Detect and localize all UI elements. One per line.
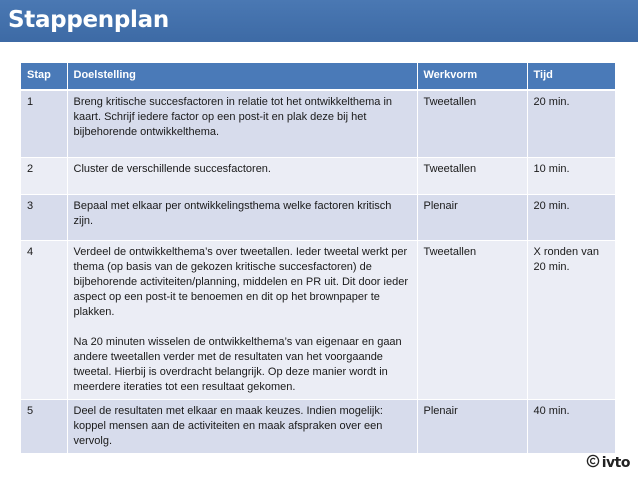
- cell-time: 20 min.: [527, 90, 615, 157]
- cell-goal: [67, 240, 417, 399]
- slide-title: Stappenplan: [8, 7, 169, 33]
- cell-time: X ronden van 20 min.: [527, 240, 615, 399]
- cell-method: Tweetallen: [417, 90, 527, 157]
- goal-paragraph-2: Na 20 minuten wisselen de ontwikkelthema’s van eigenaar en gaan andere tweetallen verder met de resultaten van het voorgaande tweetal. Hierbij is overdracht belangrijk. Op deze manier wordt in meerdere iteraties tot een resultaat gekomen.: [73, 335, 402, 393]
- cell-step: 3: [21, 194, 67, 240]
- table-row: [21, 399, 615, 453]
- goal-paragraph-1: Verdeel de ontwikkelthema’s over tweetallen. Ieder tweetal werkt per thema (op basis van de gekozen kritische succesfactoren) de bijbehorende activiteiten/planning, middelen en PR uit. Dit door ieder aspect op een post-it te benoemen en dit op het brownpaper te plakken.: [73, 245, 408, 318]
- cell-step: 2: [21, 157, 67, 194]
- steps-table: [21, 63, 615, 454]
- cell-goal: Bepaal met elkaar per ontwikkelingsthema welke factoren kritisch zijn.: [67, 194, 417, 240]
- logo-text: ivto: [601, 455, 630, 471]
- table-header-row: [21, 63, 615, 90]
- table-row: [21, 90, 615, 157]
- cell-step: 1: [21, 90, 67, 157]
- table-row: [21, 194, 615, 240]
- header-goal: Doelstelling: [67, 63, 417, 90]
- cell-method: Plenair: [417, 194, 527, 240]
- header-step: Stap: [21, 63, 67, 90]
- table-row: [21, 157, 615, 194]
- cell-goal: Deel de resultaten met elkaar en maak keuzes. Indien mogelijk: koppel mensen aan de activiteiten en maak afspraken over een vervolg.: [67, 399, 417, 453]
- cell-step: 4: [21, 240, 67, 399]
- cell-goal: Cluster de verschillende succesfactoren.: [67, 157, 417, 194]
- title-bar: [0, 0, 638, 42]
- cell-time: 40 min.: [527, 399, 615, 453]
- cell-time: 20 min.: [527, 194, 615, 240]
- cell-method: Plenair: [417, 399, 527, 453]
- header-time: Tijd: [527, 63, 615, 90]
- ivto-logo: [586, 454, 630, 472]
- cell-step: 5: [21, 399, 67, 453]
- cell-method: Tweetallen: [417, 240, 527, 399]
- cell-time: 10 min.: [527, 157, 615, 194]
- copyright-icon: [586, 454, 600, 473]
- header-method: Werkvorm: [417, 63, 527, 90]
- cell-method: Tweetallen: [417, 157, 527, 194]
- cell-goal: Breng kritische succesfactoren in relatie tot het ontwikkelthema in kaart. Schrijf iedere factor op een post-it en plak deze bij het bijbehorende ontwikkelthema.: [67, 90, 417, 157]
- table-row: [21, 240, 615, 399]
